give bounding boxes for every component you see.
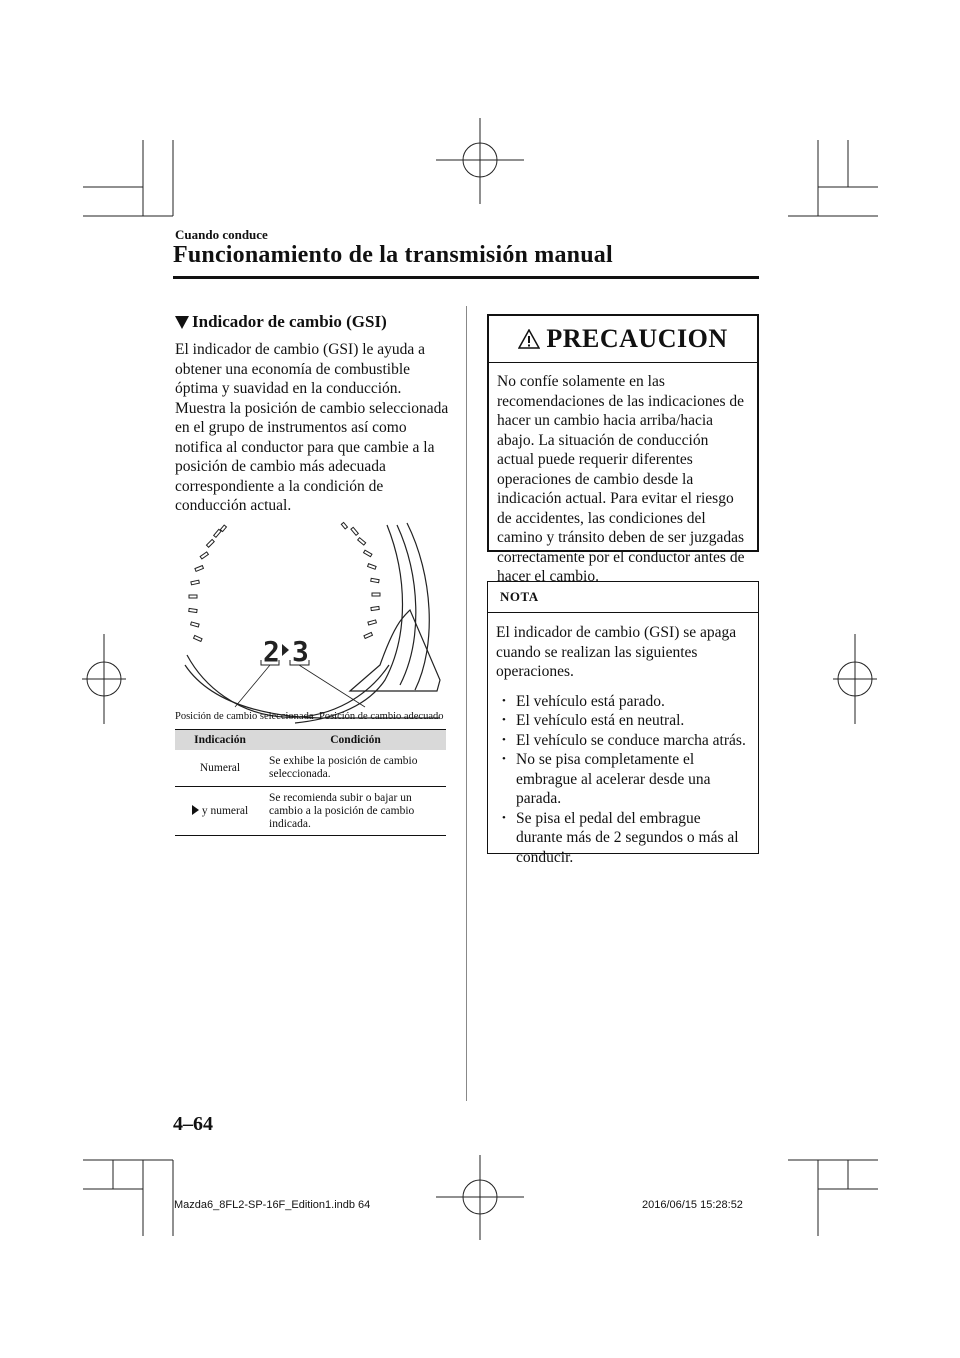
gauge-ticks-right bbox=[341, 522, 380, 638]
page-number: 4–64 bbox=[173, 1113, 213, 1135]
table-cell-condition: Se recomienda subir o bajar un cambio a la posición de cambio indicada. bbox=[265, 787, 446, 836]
warning-text: No confíe solamente en las recomendaciones de las indicaciones de hacer un cambio hacia arriba/hacia abajo. La situación de conducción actual puede requerir diferentes operaciones de cambio desde la indicación actual. Para evitar el riesgo de accidentes, las condiciones del camino y tránsito deben de ser juzgadas correctamente por el conductor antes de hacer el cambio. bbox=[497, 373, 745, 585]
list-item bbox=[496, 731, 750, 751]
footer-timestamp: 2016/06/15 15:28:52 bbox=[642, 1199, 743, 1211]
label-recommended-gear: Posición de cambio adecuado bbox=[319, 711, 444, 722]
title-rule bbox=[173, 276, 759, 279]
table-cell-indication-text: y numeral bbox=[201, 804, 249, 817]
gsi-paragraph: El indicador de cambio (GSI) le ayuda a obtener una economía de combustible óptima y suavidad en la conducción. Muestra la posición de cambio seleccionada en el grupo de instrumentos así como notifica al conductor para que cambie a la posición de cambio más adecuada correspondiente a la condición de conducción actual. bbox=[175, 341, 449, 514]
list-item-text: El vehículo se conduce marcha atrás. bbox=[516, 731, 746, 749]
note-intro: El indicador de cambio (GSI) se apaga cuando se realizan las siguientes operaciones. bbox=[496, 624, 737, 680]
bullet-icon: • bbox=[502, 694, 506, 707]
table-header-indication: Indicación bbox=[175, 730, 265, 751]
list-item bbox=[496, 750, 750, 809]
table-row bbox=[175, 750, 446, 787]
table-header-row bbox=[175, 730, 446, 751]
note-box bbox=[487, 581, 759, 866]
table-header-condition: Condición bbox=[265, 730, 446, 751]
leader-line-selected bbox=[235, 665, 270, 707]
gauge-inner-ring bbox=[187, 655, 389, 717]
column-divider bbox=[466, 306, 467, 1101]
note-header: NOTA bbox=[488, 582, 758, 613]
warning-header bbox=[489, 316, 757, 363]
bullet-icon: • bbox=[502, 811, 506, 824]
footer-filename: Mazda6_8FL2-SP-16F_Edition1.indb 64 bbox=[174, 1199, 371, 1211]
shift-arrow-icon bbox=[192, 805, 199, 815]
gauge-outer-ring-2 bbox=[397, 525, 416, 685]
gauge-ticks-left bbox=[189, 525, 227, 641]
table-cell-indication bbox=[175, 787, 265, 836]
list-item bbox=[496, 809, 750, 868]
recommended-gear-digit: 3 bbox=[292, 635, 309, 668]
list-item bbox=[496, 711, 750, 731]
warning-title: PRECAUCION bbox=[546, 324, 728, 353]
table-row bbox=[175, 787, 446, 836]
section-label: Cuando conduce bbox=[175, 227, 268, 242]
subsection-heading-text: Indicador de cambio (GSI) bbox=[192, 312, 387, 331]
label-selected-gear: Posición de cambio seleccionada bbox=[175, 711, 314, 722]
note-body bbox=[488, 613, 758, 867]
subsection-heading bbox=[175, 312, 387, 332]
list-item-text: El vehículo está parado. bbox=[516, 692, 665, 710]
gauge-needle-housing bbox=[350, 610, 440, 691]
selected-gear-digit: 2 bbox=[263, 635, 280, 668]
table-cell-condition: Se exhibe la posición de cambio seleccionada. bbox=[265, 750, 446, 787]
list-item bbox=[496, 692, 750, 712]
bullet-icon: • bbox=[502, 733, 506, 746]
note-list bbox=[496, 692, 750, 868]
warning-triangle-icon bbox=[518, 329, 540, 349]
list-item-text: No se pisa completamente el embrague al acelerar desde una parada. bbox=[516, 751, 711, 807]
shift-up-arrow-icon bbox=[282, 644, 289, 656]
list-item-text: Se pisa el pedal del embrague durante más de 2 segundos o más al conducir. bbox=[516, 809, 739, 866]
gauge-outer-ring-3 bbox=[407, 523, 429, 690]
triangle-down-icon bbox=[175, 316, 189, 329]
gsi-table bbox=[175, 729, 446, 836]
bullet-icon: • bbox=[502, 714, 506, 726]
bullet-icon: • bbox=[502, 753, 506, 765]
warning-box bbox=[487, 314, 759, 585]
table-cell-indication: Numeral bbox=[175, 750, 265, 787]
page-title: Funcionamiento de la transmisión manual bbox=[173, 242, 613, 268]
gauge-outer-ring-1 bbox=[295, 525, 403, 723]
gsi-gauge-illustration bbox=[175, 505, 447, 727]
list-item-text: El vehículo está en neutral. bbox=[516, 712, 685, 729]
